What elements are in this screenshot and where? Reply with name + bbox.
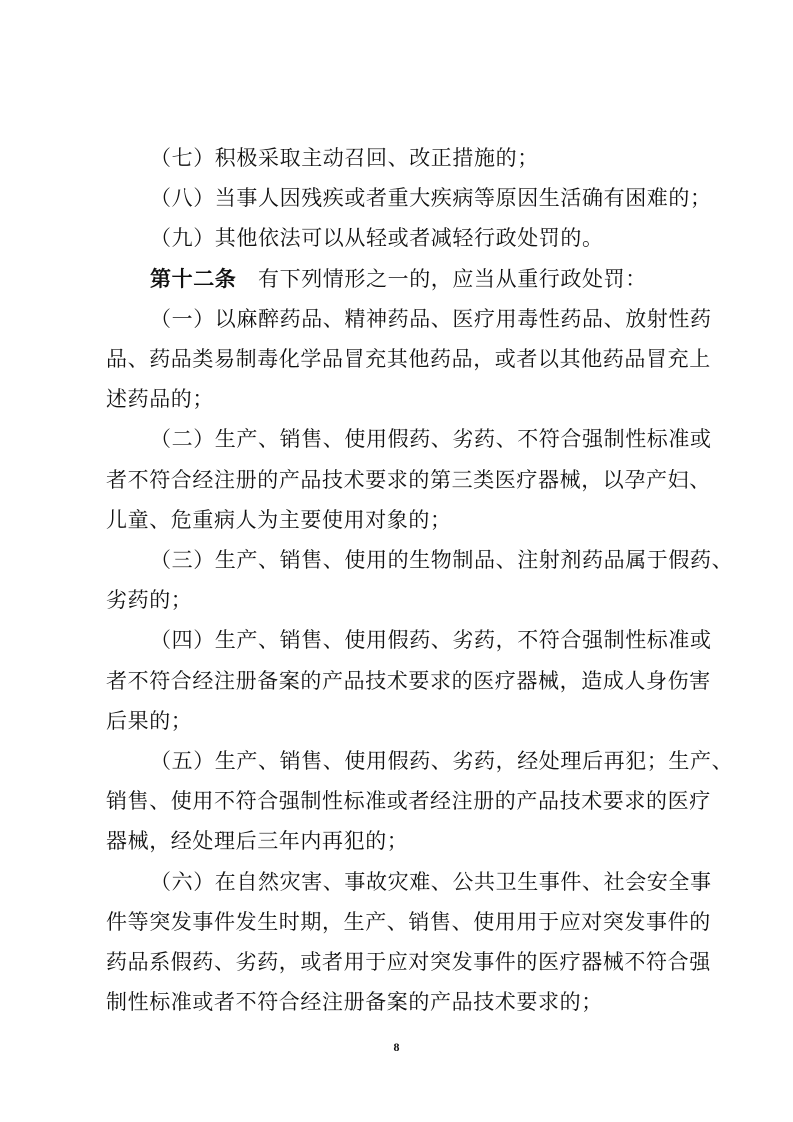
page-number: 8 bbox=[393, 1040, 400, 1054]
text-line: 者不符合经注册备案的产品技术要求的医疗器械，造成人身伤害 bbox=[106, 668, 711, 693]
document-body bbox=[106, 138, 734, 1022]
text-line: 述药品的； bbox=[106, 387, 214, 412]
article-heading-line bbox=[106, 259, 696, 299]
text-line: 品、药品类易制毒化学品冒充其他药品，或者以其他药品冒充上 bbox=[106, 347, 711, 372]
text-line: 者不符合经注册的产品技术要求的第三类医疗器械，以孕产妇、 bbox=[106, 467, 711, 492]
text-line: （三）生产、销售、使用的生物制品、注射剂药品属于假药、 bbox=[150, 548, 734, 573]
text-line: 件等突发事件发生时期，生产、销售、使用用于应对突发事件的 bbox=[106, 909, 711, 934]
text-line: 药品系假药、劣药，或者用于应对突发事件的医疗器械不符合强 bbox=[106, 950, 711, 975]
article-heading-text: 有下列情形之一的，应当从重行政处罚： bbox=[236, 266, 647, 291]
text-line: （四）生产、销售、使用假药、劣药，不符合强制性标准或 bbox=[150, 628, 712, 653]
text-line: 制性标准或者不符合经注册备案的产品技术要求的； bbox=[106, 990, 603, 1015]
text-line: 后果的； bbox=[106, 708, 193, 733]
text-line: （七）积极采取主动召回、改正措施的； bbox=[150, 146, 539, 170]
text-line: 器械，经处理后三年内再犯的； bbox=[106, 829, 409, 854]
article-title: 第十二条 bbox=[150, 266, 237, 291]
text-line: （九）其他依法可以从轻或者减轻行政处罚的。 bbox=[150, 226, 604, 251]
text-line: 儿童、危重病人为主要使用对象的； bbox=[106, 507, 452, 532]
text-line: （五）生产、销售、使用假药、劣药，经处理后再犯；生产、 bbox=[150, 749, 734, 774]
text-line: 劣药的； bbox=[106, 588, 193, 613]
text-line: （一）以麻醉药品、精神药品、医疗用毒性药品、放射性药 bbox=[150, 306, 712, 331]
text-line: （六）在自然灾害、事故灾难、公共卫生事件、社会安全事 bbox=[150, 869, 712, 894]
text-line: （二）生产、销售、使用假药、劣药、不符合强制性标准或 bbox=[150, 427, 712, 452]
text-line: 销售、使用不符合强制性标准或者经注册的产品技术要求的医疗 bbox=[106, 789, 711, 814]
text-line: （八）当事人因残疾或者重大疾病等原因生活确有困难的； bbox=[150, 186, 712, 211]
